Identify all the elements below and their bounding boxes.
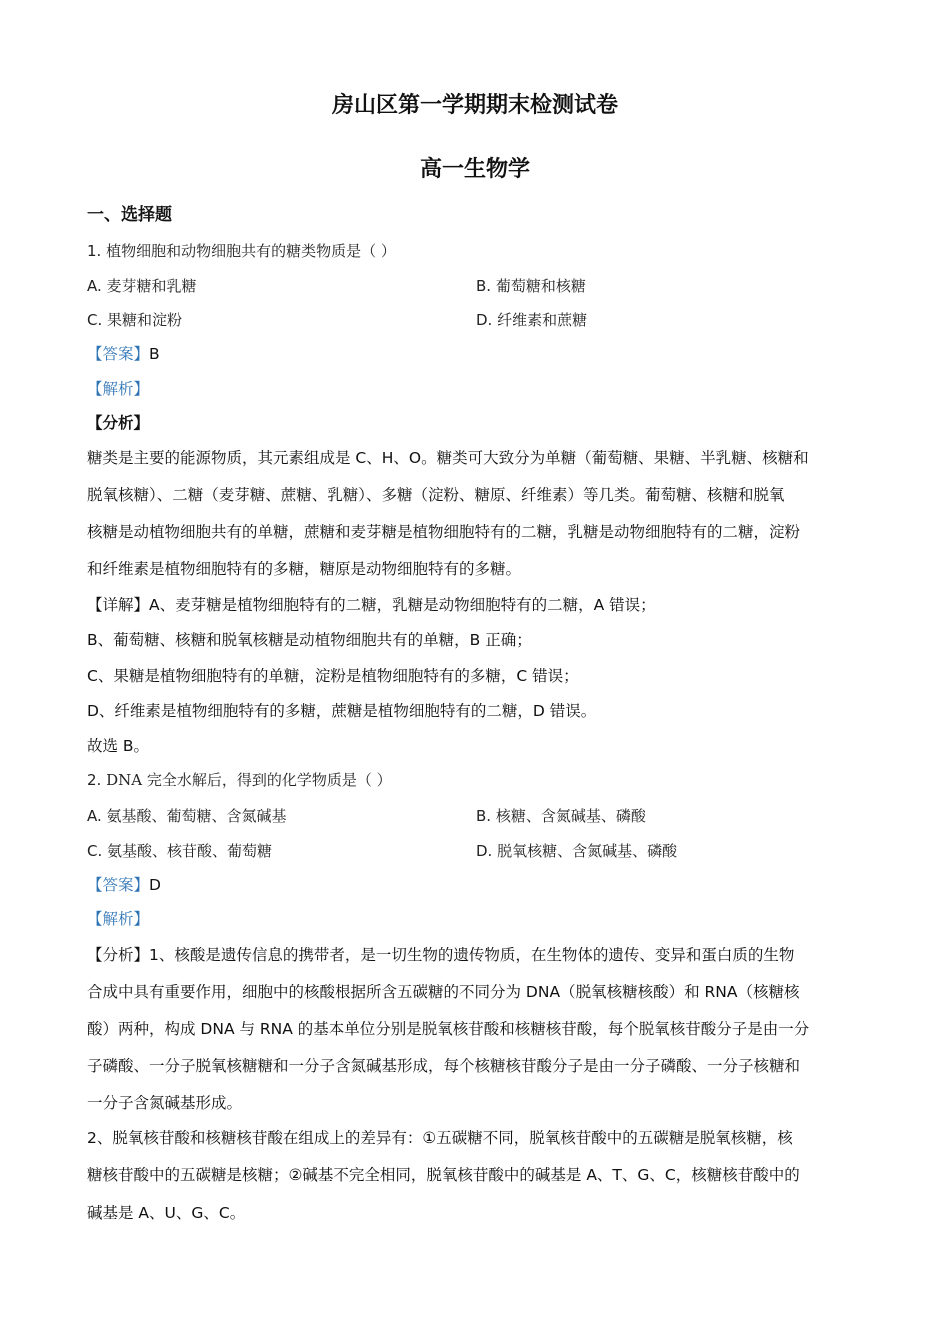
q2-analysis-line: 【分析】1、核酸是遗传信息的携带者，是一切生物的遗传物质，在生物体的遗传、变异和蛋白质的生物 — [87, 946, 795, 964]
q2-answer — [87, 875, 161, 895]
q1-detail-line: B、葡萄糖、核糖和脱氧核糖是动植物细胞共有的单糖，B 正确； — [87, 631, 532, 649]
q2-dna: DNA — [106, 771, 143, 789]
q2-analysis-line: 2、脱氧核苷酸和核糖核苷酸在组成上的差异有：①五碳糖不同，脱氧核苷酸中的五碳糖是脱氧核糖，核 — [87, 1129, 793, 1147]
section-heading: 一、选择题 — [87, 205, 172, 225]
answer-label: 【答案】 — [87, 345, 150, 363]
q1-option-d: D. 纤维素和蔗糖 — [476, 311, 588, 329]
q2-analysis-line: 酸）两种，构成 DNA 与 RNA 的基本单位分别是脱氧核苷酸和核糖核苷酸，每个脱氧核苷酸分子是由一分 — [87, 1020, 810, 1038]
q1-option-a: A. 麦芽糖和乳糖 — [87, 277, 197, 295]
answer-value: D — [149, 876, 161, 894]
exam-subtitle: 高一生物学 — [419, 157, 530, 182]
q1-explain-label: 【解析】 — [87, 380, 150, 398]
q1-analysis-line: 脱氧核糖）、二糖（麦芽糖、蔗糖、乳糖）、多糖（淀粉、糖原、纤维素）等几类。葡萄糖、核糖和脱氧 — [87, 486, 785, 504]
q2-analysis-line: 子磷酸、一分子脱氧核糖糖和一分子含氮碱基形成，每个核糖核苷酸分子是由一分子磷酸、一分子核糖和 — [87, 1057, 801, 1075]
q1-stem: 1. 植物细胞和动物细胞共有的糖类物质是（ ） — [87, 242, 396, 260]
q2-analysis-line: 糖核苷酸中的五碳糖是核糖；②碱基不完全相同，脱氧核苷酸中的碱基是 A、T、G、C，核糖核苷酸中的 — [87, 1166, 800, 1184]
exam-title: 房山区第一学期期末检测试卷 — [331, 93, 618, 118]
q1-detail-line: D、纤维素是植物细胞特有的多糖，蔗糖是植物细胞特有的二糖，D 错误。 — [87, 702, 597, 720]
q1-answer — [87, 344, 160, 364]
q2-analysis-line: 碱基是 A、U、G、C。 — [87, 1204, 246, 1222]
q2-stem-text: 完全水解后，得到的化学物质是（ ） — [142, 771, 392, 789]
q2-option-d: D. 脱氧核糖、含氮碱基、磷酸 — [476, 842, 678, 860]
q1-detail-line: 【详解】A、麦芽糖是植物细胞特有的二糖，乳糖是动物细胞特有的二糖，A 错误； — [87, 596, 656, 614]
q1-analysis-line: 和纤维素是植物细胞特有的多糖，糖原是动物细胞特有的多糖。 — [87, 560, 522, 578]
q2-number: 2. — [87, 771, 107, 789]
q2-option-b: B. 核糖、含氮碱基、磷酸 — [476, 807, 646, 825]
q1-analysis-line: 核糖是动植物细胞共有的单糖，蔗糖和麦芽糖是植物细胞特有的二糖，乳糖是动物细胞特有的二糖，淀粉 — [87, 523, 801, 541]
q2-stem — [87, 770, 392, 790]
q1-option-c: C. 果糖和淀粉 — [87, 311, 183, 329]
answer-value: B — [149, 345, 160, 363]
q1-analysis-line: 糖类是主要的能源物质，其元素组成是 C、H、O。糖类可大致分为单糖（葡萄糖、果糖、半乳糖、核糖和 — [87, 449, 809, 467]
q2-option-a: A. 氨基酸、葡萄糖、含氮碱基 — [87, 807, 287, 825]
q1-detail-line: C、果糖是植物细胞特有的单糖，淀粉是植物细胞特有的多糖，C 错误； — [87, 667, 579, 685]
q1-option-b: B. 葡萄糖和核糖 — [476, 277, 586, 295]
q2-option-c: C. 氨基酸、核苷酸、葡萄糖 — [87, 842, 273, 860]
q2-analysis-line: 合成中具有重要作用，细胞中的核酸根据所含五碳糖的不同分为 DNA（脱氧核糖核酸）和 RNA（核糖核 — [87, 983, 800, 1001]
q2-analysis-line: 一分子含氮碱基形成。 — [87, 1094, 243, 1112]
q2-explain-label: 【解析】 — [87, 910, 150, 928]
q1-conclusion: 故选 B。 — [87, 737, 150, 755]
q1-analysis-label: 【分析】 — [87, 414, 150, 432]
answer-label: 【答案】 — [87, 876, 150, 894]
